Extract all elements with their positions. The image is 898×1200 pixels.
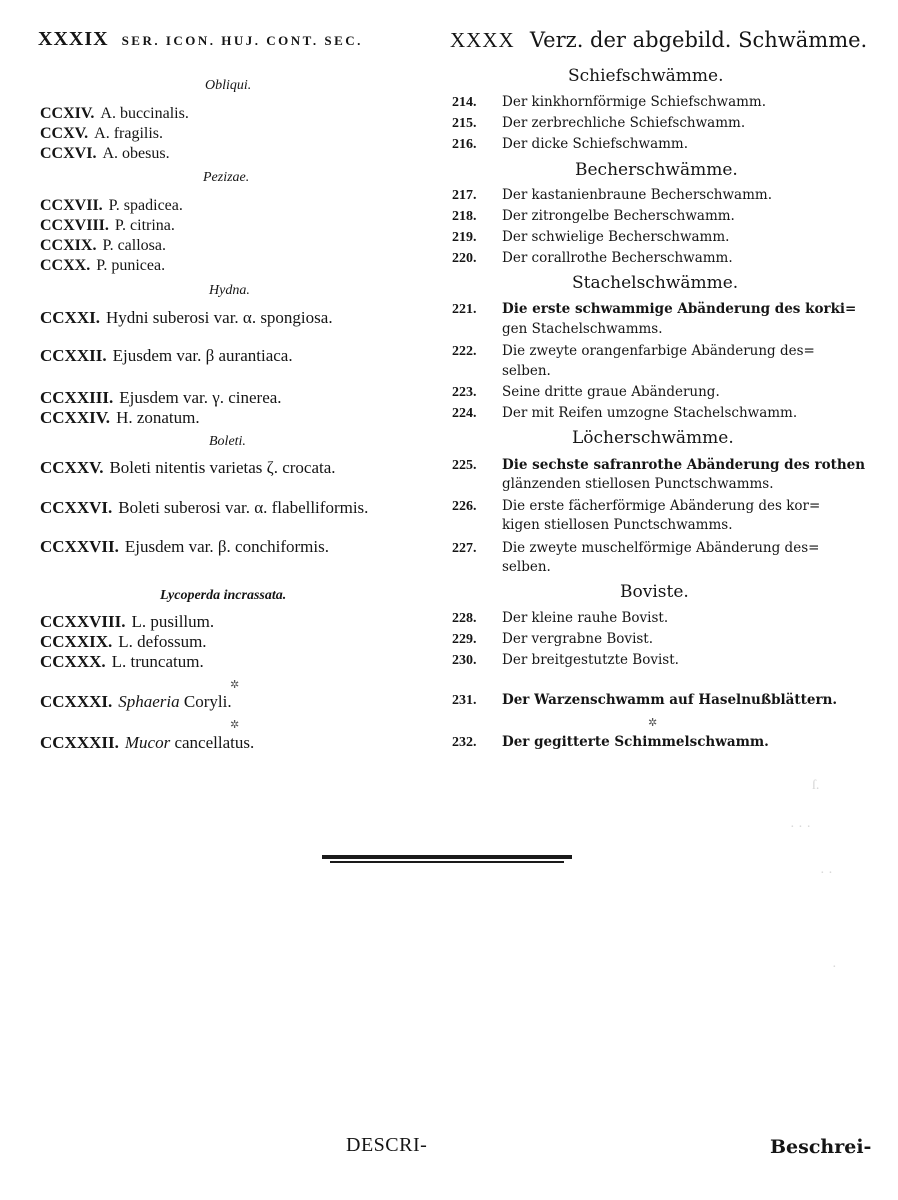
right-entry-continuation: glänzenden stiellosen Punctschwamms. <box>502 476 774 492</box>
right-entry: 227. Die zweyte muschelförmige Abänderung des= <box>452 540 820 556</box>
left-section-title: Lycoperda incrassata. <box>160 588 287 603</box>
left-entry: CCXXIII. Ejusdem var. γ. cinerea. <box>40 388 282 407</box>
right-section-title: Becherschwämme. <box>575 160 738 180</box>
left-entry: CCXVII. P. spadicea. <box>40 197 183 214</box>
right-entry-continuation: selben. <box>502 363 551 379</box>
right-page-number: XXXX <box>450 28 515 52</box>
left-entry: CCXXIV. H. zonatum. <box>40 408 200 427</box>
right-page-header <box>450 28 867 53</box>
left-entry: CCXXIX. L. defossum. <box>40 632 207 651</box>
bleed-through-mark: · <box>832 960 837 975</box>
right-entry-continuation: kigen stiellosen Punctschwamms. <box>502 517 733 533</box>
left-page-header <box>38 28 363 51</box>
right-entry: 218. Der zitrongelbe Becherschwamm. <box>452 208 735 224</box>
right-entry: 217. Der kastanienbraune Becherschwamm. <box>452 187 772 203</box>
right-section-title: Löcherschwämme. <box>572 428 734 448</box>
bleed-through-mark: ſ. <box>812 778 820 793</box>
catchword-left: DESCRI- <box>346 1134 428 1156</box>
left-entry: CCXVIII. P. citrina. <box>40 217 175 234</box>
left-section-title: Boleti. <box>209 434 246 449</box>
right-running-title: Verz. der abgebild. Schwämme. <box>529 28 868 52</box>
section-divider-rule <box>322 855 572 864</box>
right-section-title: Stachelschwämme. <box>572 273 739 293</box>
left-entry: CCXXV. Boleti nitentis varietas ζ. crocata. <box>40 458 336 477</box>
left-entry: CCXIV. A. buccinalis. <box>40 105 189 122</box>
asterisk-ornament-icon: ✲ <box>230 719 240 731</box>
right-entry: 231. Der Warzenschwamm auf Haselnußblättern. <box>452 692 838 708</box>
left-running-title: SER. ICON. HUJ. CONT. SEC. <box>121 33 363 48</box>
left-entry: CCXXXII. Mucor cancellatus. <box>40 733 255 752</box>
left-entry: CCXXVI. Boleti suberosi var. α. flabelliformis. <box>40 498 369 517</box>
rule-thick-line <box>322 855 572 859</box>
right-entry: 222. Die zweyte orangenfarbige Abänderung des= <box>452 343 815 359</box>
left-entry: CCXXII. Ejusdem var. β aurantiaca. <box>40 346 293 365</box>
right-entry-continuation: gen Stachelschwamms. <box>502 321 663 337</box>
right-entry: 214. Der kinkhornförmige Schiefschwamm. <box>452 94 767 110</box>
left-entry: CCXXI. Hydni suberosi var. α. spongiosa. <box>40 308 333 327</box>
right-entry: 232. Der gegitterte Schimmelschwamm. <box>452 734 769 750</box>
bleed-through-mark: · · · <box>790 820 811 835</box>
right-entry: 226. Die erste fächerförmige Abänderung des kor= <box>452 498 821 514</box>
left-page-number: XXXIX <box>38 28 109 50</box>
right-entry: 215. Der zerbrechliche Schiefschwamm. <box>452 115 746 131</box>
asterisk-ornament-icon: ✲ <box>648 717 658 729</box>
right-entry: 221. Die erste schwammige Abänderung des korki= <box>452 301 857 317</box>
left-entry: CCXXXI. Sphaeria Coryli. <box>40 692 232 711</box>
left-entry: CCXXVII. Ejusdem var. β. conchiformis. <box>40 537 329 556</box>
rule-thin-line <box>330 861 564 863</box>
left-entry: CCXV. A. fragilis. <box>40 125 164 142</box>
right-entry: 228. Der kleine rauhe Bovist. <box>452 610 669 626</box>
right-entry: 220. Der corallrothe Becherschwamm. <box>452 250 733 266</box>
left-section-title: Hydna. <box>209 283 250 298</box>
right-entry: 229. Der vergrabne Bovist. <box>452 631 654 647</box>
left-entry: CCXXVIII. L. pusillum. <box>40 612 215 631</box>
left-entry: CCXXX. L. truncatum. <box>40 652 204 671</box>
left-entry: CCXVI. A. obesus. <box>40 145 170 162</box>
right-entry: 223. Seine dritte graue Abänderung. <box>452 384 720 400</box>
asterisk-ornament-icon: ✲ <box>230 679 240 691</box>
right-entry: 230. Der breitgestutzte Bovist. <box>452 652 679 668</box>
right-entry: 225. Die sechste safranrothe Abänderung des rothen <box>452 457 866 473</box>
catchword-right: Beschrei- <box>770 1136 872 1158</box>
bleed-through-mark: · · <box>820 866 833 881</box>
left-entry: CCXX. P. punicea. <box>40 257 166 274</box>
right-section-title: Boviste. <box>620 582 689 602</box>
right-entry: 219. Der schwielige Becherschwamm. <box>452 229 730 245</box>
left-entry: CCXIX. P. callosa. <box>40 237 166 254</box>
left-section-title: Obliqui. <box>205 78 252 93</box>
right-entry: 216. Der dicke Schiefschwamm. <box>452 136 689 152</box>
right-entry: 224. Der mit Reifen umzogne Stachelschwamm. <box>452 405 798 421</box>
right-entry-continuation: selben. <box>502 559 551 575</box>
left-section-title: Pezizae. <box>203 170 250 185</box>
right-section-title: Schiefschwämme. <box>568 66 724 86</box>
